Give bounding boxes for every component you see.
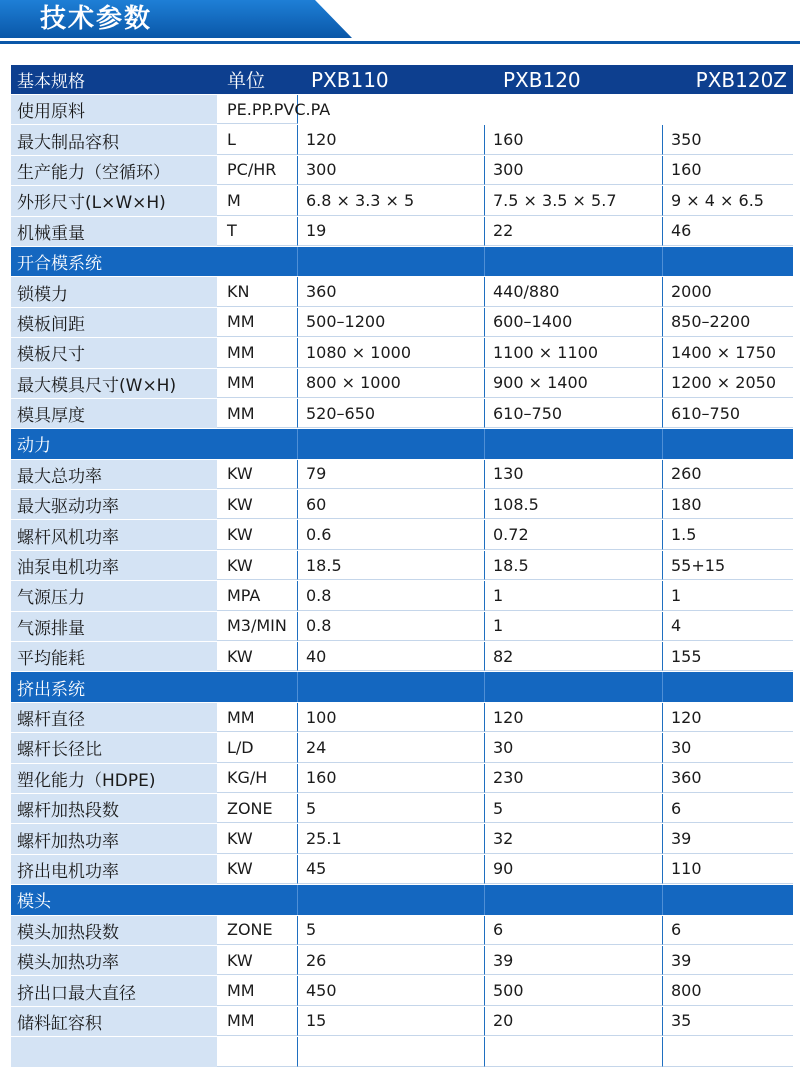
value-model-2: 6 — [485, 916, 663, 945]
unit-cell: MM — [217, 369, 298, 398]
value-model-1: 45 — [298, 855, 485, 884]
param-label: 螺杆加热段数 — [11, 794, 217, 823]
param-label: 最大总功率 — [11, 460, 217, 489]
empty-cell-model-3 — [663, 1037, 793, 1066]
value-model-2: 39 — [485, 946, 663, 975]
unit-cell: KN — [217, 277, 298, 306]
value-model-1: 5 — [298, 794, 485, 823]
section-spacer-model-2 — [485, 672, 663, 701]
section-spacer-model-2 — [485, 247, 663, 276]
section-title: 模头 — [11, 885, 217, 914]
param-label: 模具厚度 — [11, 399, 217, 428]
table-row — [11, 581, 793, 611]
unit-cell: KW — [217, 946, 298, 975]
value-model-3: 350 — [663, 125, 793, 154]
section-spacer-unit — [217, 885, 298, 914]
value-model-3: 260 — [663, 460, 793, 489]
header-model-1: PXB110 — [311, 67, 389, 92]
value-model-2: 130 — [485, 460, 663, 489]
value-model-1: 300 — [298, 156, 485, 185]
param-label: 最大驱动功率 — [11, 490, 217, 519]
value-model-3: 800 — [663, 976, 793, 1005]
value-model-1: 24 — [298, 733, 485, 762]
title-banner — [0, 0, 800, 46]
section-spacer-unit — [217, 247, 298, 276]
value-model-1: 160 — [298, 764, 485, 793]
header-unit: 单位 — [227, 70, 266, 92]
unit-cell: L/D — [217, 733, 298, 762]
table-row — [11, 125, 793, 155]
table-row — [11, 490, 793, 520]
header-model-3: PXB120Z — [695, 67, 787, 92]
table-row — [11, 1007, 793, 1037]
unit-cell: MM — [217, 308, 298, 337]
value-model-3: 39 — [663, 946, 793, 975]
value-model-1: 500–1200 — [298, 308, 485, 337]
param-label: 挤出口最大直径 — [11, 976, 217, 1005]
value-model-2: 1 — [485, 581, 663, 610]
materials-row — [11, 95, 793, 125]
table-row — [11, 916, 793, 946]
table-row-empty — [11, 1037, 793, 1067]
value-model-1: 6.8 × 3.3 × 5 — [298, 186, 485, 215]
table-row — [11, 217, 793, 247]
unit-cell: KW — [217, 460, 298, 489]
value-model-2: 610–750 — [485, 399, 663, 428]
value-model-1: 0.8 — [298, 581, 485, 610]
value-model-3: 30 — [663, 733, 793, 762]
param-label: 最大制品容积 — [11, 125, 217, 154]
value-model-3: 2000 — [663, 277, 793, 306]
value-model-3: 9 × 4 × 6.5 — [663, 186, 793, 215]
section-spacer-model-3 — [663, 429, 793, 458]
empty-cell-model-1 — [298, 1037, 485, 1066]
materials-label: 使用原料 — [11, 95, 217, 124]
table-row — [11, 551, 793, 581]
param-label: 螺杆风机功率 — [11, 520, 217, 549]
value-model-2: 20 — [485, 1007, 663, 1036]
table-row — [11, 946, 793, 976]
section-spacer-unit — [217, 672, 298, 701]
value-model-3: 610–750 — [663, 399, 793, 428]
value-model-1: 1080 × 1000 — [298, 338, 485, 367]
table-row — [11, 794, 793, 824]
table-row — [11, 824, 793, 854]
value-model-2: 30 — [485, 733, 663, 762]
value-model-3: 180 — [663, 490, 793, 519]
table-row — [11, 338, 793, 368]
value-model-2: 82 — [485, 642, 663, 671]
value-model-1: 0.6 — [298, 520, 485, 549]
value-model-1: 60 — [298, 490, 485, 519]
empty-unit-cell — [217, 1037, 298, 1066]
value-model-3: 1200 × 2050 — [663, 369, 793, 398]
section-title: 挤出系统 — [11, 672, 217, 701]
section-spacer-unit — [217, 429, 298, 458]
value-model-2: 90 — [485, 855, 663, 884]
value-model-1: 25.1 — [298, 824, 485, 853]
param-label: 模头加热功率 — [11, 946, 217, 975]
value-model-1: 19 — [298, 217, 485, 246]
unit-cell: KW — [217, 855, 298, 884]
value-model-3: 110 — [663, 855, 793, 884]
value-model-2: 5 — [485, 794, 663, 823]
section-title: 动力 — [11, 429, 217, 458]
unit-cell: MM — [217, 703, 298, 732]
value-model-3: 120 — [663, 703, 793, 732]
value-model-3: 360 — [663, 764, 793, 793]
param-label: 模板尺寸 — [11, 338, 217, 367]
value-model-2: 1100 × 1100 — [485, 338, 663, 367]
param-label: 螺杆直径 — [11, 703, 217, 732]
value-model-3: 6 — [663, 916, 793, 945]
value-model-3: 155 — [663, 642, 793, 671]
value-model-1: 18.5 — [298, 551, 485, 580]
value-model-2: 160 — [485, 125, 663, 154]
section-spacer-model-1 — [298, 672, 485, 701]
param-label: 生产能力（空循环） — [11, 156, 217, 185]
value-model-2: 22 — [485, 217, 663, 246]
table-row — [11, 369, 793, 399]
value-model-2: 440/880 — [485, 277, 663, 306]
table-row — [11, 733, 793, 763]
value-model-1: 5 — [298, 916, 485, 945]
unit-cell: MM — [217, 976, 298, 1005]
section-header-row — [11, 429, 793, 459]
value-model-1: 800 × 1000 — [298, 369, 485, 398]
unit-cell: KW — [217, 490, 298, 519]
unit-cell: MPA — [217, 581, 298, 610]
unit-cell: MM — [217, 399, 298, 428]
value-model-3: 1 — [663, 581, 793, 610]
value-model-1: 79 — [298, 460, 485, 489]
param-label: 挤出电机功率 — [11, 855, 217, 884]
value-model-1: 450 — [298, 976, 485, 1005]
unit-cell: KW — [217, 642, 298, 671]
header-model-2: PXB120 — [503, 67, 581, 92]
param-label: 油泵电机功率 — [11, 551, 217, 580]
unit-cell: MM — [217, 338, 298, 367]
table-row — [11, 399, 793, 429]
value-model-3: 850–2200 — [663, 308, 793, 337]
value-model-1: 360 — [298, 277, 485, 306]
param-label: 储料缸容积 — [11, 1007, 217, 1036]
section-spacer-model-2 — [485, 885, 663, 914]
table-row — [11, 612, 793, 642]
param-label: 平均能耗 — [11, 642, 217, 671]
section-spacer-model-2 — [485, 429, 663, 458]
unit-cell: KG/H — [217, 764, 298, 793]
unit-cell: L — [217, 125, 298, 154]
title-underline — [0, 41, 800, 44]
table-row — [11, 308, 793, 338]
param-label: 塑化能力（HDPE) — [11, 764, 217, 793]
value-model-2: 1 — [485, 612, 663, 641]
table-row — [11, 855, 793, 885]
unit-cell: KW — [217, 520, 298, 549]
table-row — [11, 520, 793, 550]
value-model-1: 15 — [298, 1007, 485, 1036]
empty-cell-model-2 — [485, 1037, 663, 1066]
param-label: 气源压力 — [11, 581, 217, 610]
value-model-2: 900 × 1400 — [485, 369, 663, 398]
value-model-1: 520–650 — [298, 399, 485, 428]
value-model-2: 32 — [485, 824, 663, 853]
table-row — [11, 764, 793, 794]
param-label: 螺杆加热功率 — [11, 824, 217, 853]
param-label: 最大模具尺寸(W×H) — [11, 369, 217, 398]
table-row — [11, 156, 793, 186]
table-row — [11, 186, 793, 216]
table-row — [11, 703, 793, 733]
section-header-row — [11, 885, 793, 915]
section-header-row — [11, 672, 793, 702]
section-title: 开合模系统 — [11, 247, 217, 276]
table-row — [11, 642, 793, 672]
unit-cell: ZONE — [217, 794, 298, 823]
section-spacer-model-1 — [298, 429, 485, 458]
empty-label-cell — [11, 1037, 217, 1066]
value-model-3: 39 — [663, 824, 793, 853]
param-label: 模头加热段数 — [11, 916, 217, 945]
table-row — [11, 460, 793, 490]
param-label: 外形尺寸(L×W×H) — [11, 186, 217, 215]
value-model-1: 0.8 — [298, 612, 485, 641]
unit-cell: M3/MIN — [217, 612, 298, 641]
value-model-3: 4 — [663, 612, 793, 641]
page-title: 技术参数 — [40, 4, 153, 34]
value-model-3: 6 — [663, 794, 793, 823]
section-spacer-model-1 — [298, 247, 485, 276]
unit-cell: ZONE — [217, 916, 298, 945]
param-label: 机械重量 — [11, 217, 217, 246]
unit-cell: KW — [217, 551, 298, 580]
value-model-2: 300 — [485, 156, 663, 185]
value-model-3: 160 — [663, 156, 793, 185]
unit-cell: M — [217, 186, 298, 215]
param-label: 螺杆长径比 — [11, 733, 217, 762]
value-model-3: 1.5 — [663, 520, 793, 549]
table-row — [11, 277, 793, 307]
value-model-2: 0.72 — [485, 520, 663, 549]
value-model-2: 600–1400 — [485, 308, 663, 337]
value-model-1: 120 — [298, 125, 485, 154]
unit-cell: KW — [217, 824, 298, 853]
value-model-2: 7.5 × 3.5 × 5.7 — [485, 186, 663, 215]
section-spacer-model-1 — [298, 885, 485, 914]
value-model-2: 108.5 — [485, 490, 663, 519]
value-model-2: 120 — [485, 703, 663, 732]
param-label: 气源排量 — [11, 612, 217, 641]
table-row — [11, 976, 793, 1006]
unit-cell: PC/HR — [217, 156, 298, 185]
unit-cell: T — [217, 217, 298, 246]
value-model-3: 46 — [663, 217, 793, 246]
value-model-3: 55+15 — [663, 551, 793, 580]
materials-value-cell — [217, 95, 331, 124]
section-spacer-model-3 — [663, 672, 793, 701]
section-spacer-model-3 — [663, 247, 793, 276]
value-model-3: 35 — [663, 1007, 793, 1036]
value-model-1: 26 — [298, 946, 485, 975]
value-model-2: 500 — [485, 976, 663, 1005]
unit-cell: MM — [217, 1007, 298, 1036]
header-param: 基本规格 — [11, 65, 217, 94]
spec-table — [11, 65, 793, 1068]
materials-value: PE.PP.PVC.PA — [227, 99, 331, 119]
value-model-1: 100 — [298, 703, 485, 732]
section-header-row — [11, 247, 793, 277]
value-model-2: 230 — [485, 764, 663, 793]
value-model-3: 1400 × 1750 — [663, 338, 793, 367]
param-label: 锁模力 — [11, 277, 217, 306]
table-header-row — [11, 65, 793, 95]
value-model-1: 40 — [298, 642, 485, 671]
value-model-2: 18.5 — [485, 551, 663, 580]
section-spacer-model-3 — [663, 885, 793, 914]
param-label: 模板间距 — [11, 308, 217, 337]
